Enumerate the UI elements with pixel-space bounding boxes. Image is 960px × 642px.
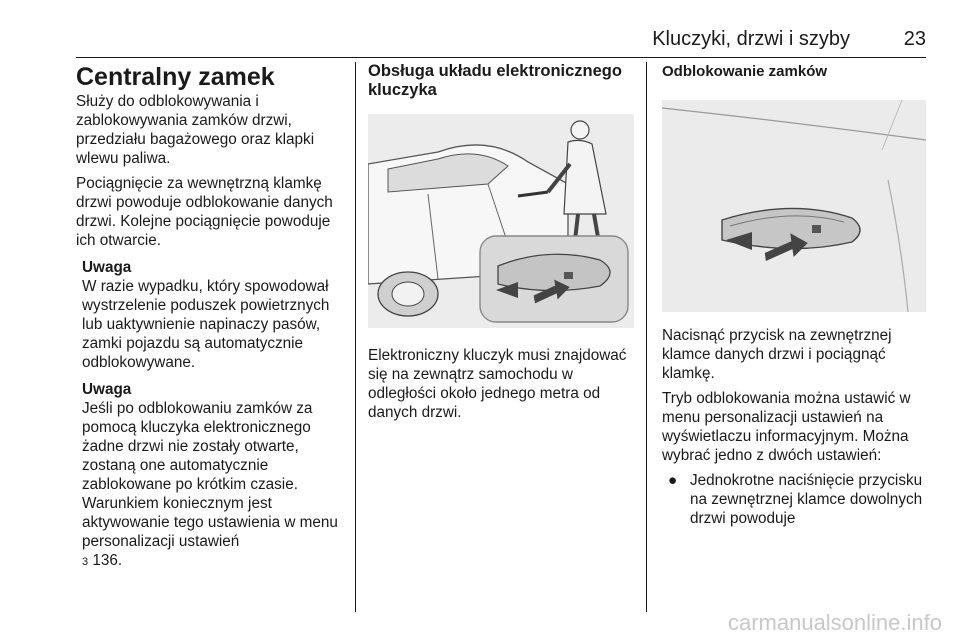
car-with-person-icon: [368, 114, 634, 328]
page-header: [76, 26, 926, 56]
paragraph-inner-handle: Pociągnięcie za wewnętrzną klamkę drzwi powoduje odblokowanie danych drzwi. Kolejne pociągnięcie powoduje ich otwarcie.: [76, 175, 333, 249]
bullet-icon: ●: [668, 472, 678, 489]
column-divider-1: [355, 62, 356, 612]
header-divider: [76, 57, 926, 58]
page-number: 23: [903, 28, 926, 50]
section-title: Odblokowanie zamków: [662, 63, 828, 80]
car-door-illustration: [368, 114, 634, 328]
list-item: ● Jednokrotne naciśnięcie przycisku na zewnętrznej klamce dowolnych drzwi powoduje: [668, 472, 923, 527]
column-central-locking: [76, 62, 346, 576]
note-text: Jeśli po odblokowaniu zamków za pomocą kluczyka elektronicznego żadne drzwi nie zostały otwarte, zostaną one automatycznie zablokowane po krótkim czasie. Warunkiem koniecznym jest aktywowanie tego ustawienia w menu personalizacji ustawień 3 136.: [82, 400, 338, 569]
unlock-options-list: [662, 471, 928, 528]
paragraph-press-button: Nacisnąć przycisk na zewnętrznej klamce danych drzwi i pociągnąć klamkę.: [662, 327, 892, 382]
section-title: Obsługa układu elektronicznego kluczyka: [368, 62, 622, 99]
page-reference-icon: 3: [82, 556, 89, 568]
door-handle-illustration: [662, 100, 926, 312]
note-title: Uwaga: [82, 381, 132, 398]
watermark: carmanualsonline.info: [727, 610, 942, 635]
paragraph-intro: Służy do odblokowywania i zablokowywania zamków drzwi, przedziału bagażowego oraz klapki wlewu paliwa.: [76, 93, 315, 167]
column-divider-2: [646, 62, 647, 612]
note-text: W razie wypadku, który spowodował wystrzelenie poduszek powietrznych lub uaktywnienie napinaczy pasów, zamki pojazdu są automatycznie odblokowywane.: [82, 278, 330, 371]
chapter-title: Kluczyki, drzwi i szyby: [652, 28, 850, 50]
note-auto-lock: [82, 380, 346, 572]
door-handle-icon: [662, 100, 926, 312]
note-title: Uwaga: [82, 259, 132, 276]
paragraph-key-distance: Elektroniczny kluczyk musi znajdować się na zewnątrz samochodu w odległości około jednego metra od danych drzwi.: [368, 347, 627, 421]
page-reference-link[interactable]: 136.: [92, 552, 123, 569]
section-title: Centralny zamek: [76, 63, 275, 91]
paragraph-unlock-mode: Tryb odblokowania można ustawić w menu personalizacji ustawień na wyświetlaczu informacyjnym. Można wybrać jedno z dwóch ustawień:: [662, 390, 911, 464]
column-electronic-key: [368, 62, 634, 428]
column-unlocking: [662, 62, 928, 528]
note-airbag: [82, 258, 346, 372]
